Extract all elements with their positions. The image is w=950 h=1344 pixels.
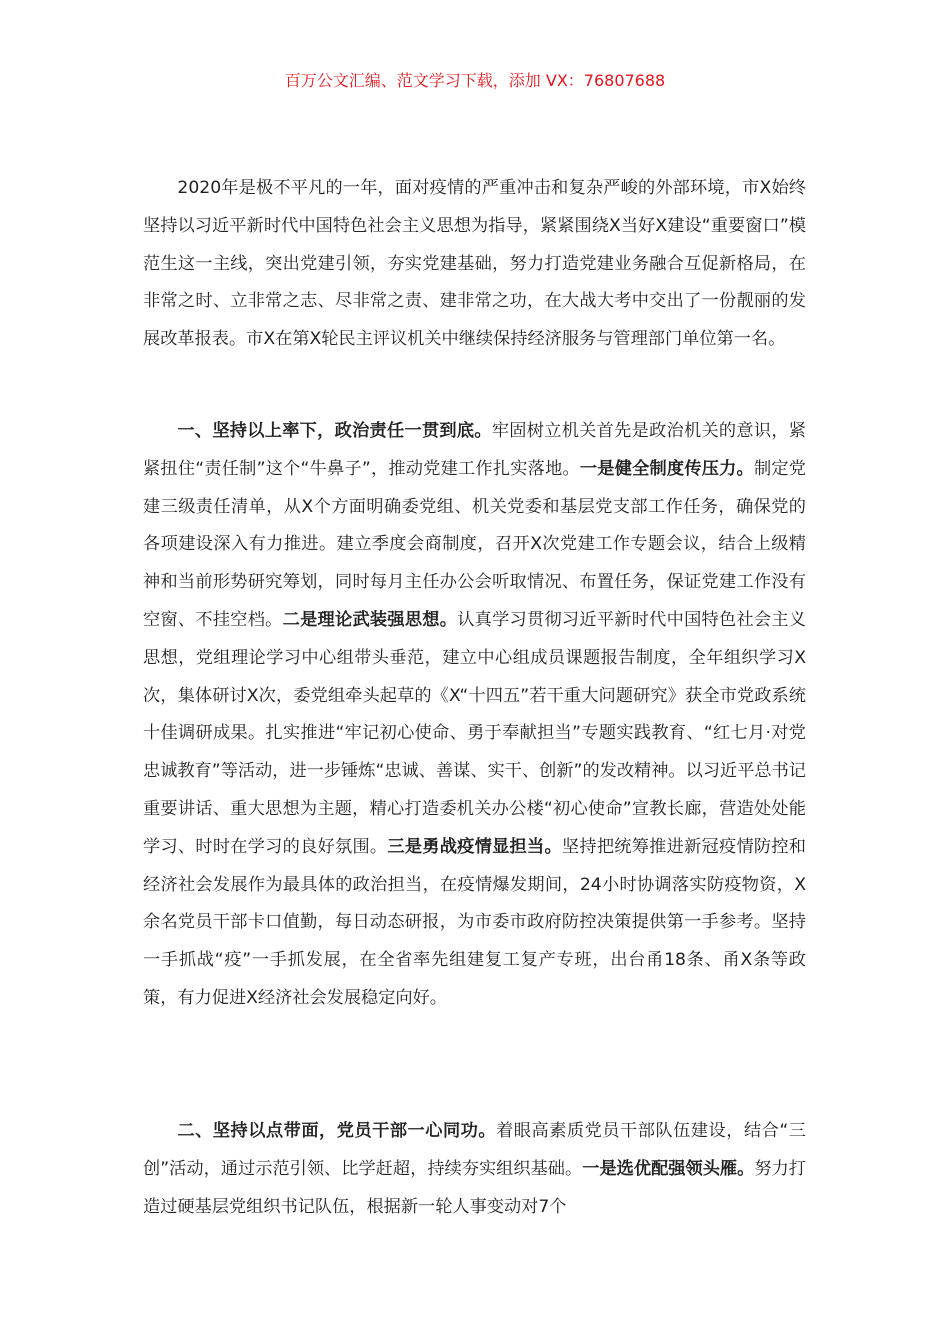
- subpoint-heading: 一是健全制度传压力。: [579, 458, 754, 479]
- paragraph-section-two: [143, 1113, 806, 1226]
- paragraph-text: 着眼高素质党员干部队伍建设，结合“三创”活动，通过示范引领、比学赶超，持续夯实组织基础。: [143, 1121, 806, 1179]
- subpoint-heading: 一是选优配强领头雁。: [582, 1158, 755, 1179]
- paragraph-text: 2020年是极不平凡的一年，面对疫情的严重冲击和复杂严峻的外部环境，市X始终坚持以习近平新时代中国特色社会主义思想为指导，紧紧围绕X当好X建设“重要窗口”模范生这一主线，突出党建引领，夯实党建基础，努力打造党建业务融合互促新格局，在非常之时、立非常之志、尽非常之责、建非常之功，在大战大考中交出了一份靓丽的发展改革报表。市X在第X轮民主评议机关中继续保持经济服务与管理部门单位第一名。: [143, 178, 806, 350]
- watermark-header: 百万公文汇编、范文学习下载，添加 VX：76807688: [284, 71, 666, 90]
- section-heading: 一、坚持以上率下，政治责任一贯到底。: [177, 421, 492, 441]
- paragraph-text: 牢固树立机关首先是政治机关的意识，紧紧扭住“责任制”这个“牛鼻子”，推动党建工作扎实落地。: [143, 421, 806, 479]
- paragraph-section-one: [143, 413, 806, 1018]
- paragraph-text: 认真学习贯彻习近平新时代中国特色社会主义思想，党组理论学习中心组带头垂范，建立中心组成员课题报告制度，全年组织学习X次，集体研讨X次，委党组牵头起草的《X“十四五”若干重大问题研究》获全市党政系统十佳调研成果。扎实推进“牢记初心使命、勇于奉献担当”专题实践教育、“红七月·对党忠诚教育”等活动，进一步锤炼“忠诚、善谋、实干、创新”的发改精神。以习近平总书记重要讲话、重大思想为主题，精心打造委机关办公楼“初心使命”宣教长廊，营造处处能学习、时时在学习的良好氛围。: [143, 609, 806, 857]
- subpoint-heading: 二是理论武装强思想。: [282, 609, 458, 630]
- paragraph-intro: [143, 170, 806, 359]
- subpoint-heading: 三是勇战疫情显担当。: [387, 836, 562, 857]
- section-heading: 二、坚持以点带面，党员干部一心同功。: [177, 1121, 497, 1141]
- paragraph-text: 努力打造过硬基层党组织书记队伍，根据新一轮人事变动对7个: [143, 1158, 806, 1217]
- paragraph-text: 制定党建三级责任清单，从X个方面明确委党组、机关党委和基层党支部工作任务，确保党的各项建设深入有力推进。建立季度会商制度，召开X次党建工作专题会议，结合上级精神和当前形势研究筹划，同时每月主任办公会听取情况、布置任务，保证党建工作没有空窗、不挂空档。: [143, 458, 806, 630]
- paragraph-text: 坚持把统筹推进新冠疫情防控和经济社会发展作为最具体的政治担当，在疫情爆发期间，24小时协调落实防疫物资，X余名党员干部卡口值勤，每日动态研报，为市委市政府防控决策提供第一手参考。坚持一手抓战“疫”一手抓发展，在全省率先组建复工复产专班，出台甬18条、甬X条等政策，有力促进X经济社会发展稳定向好。: [143, 836, 806, 1008]
